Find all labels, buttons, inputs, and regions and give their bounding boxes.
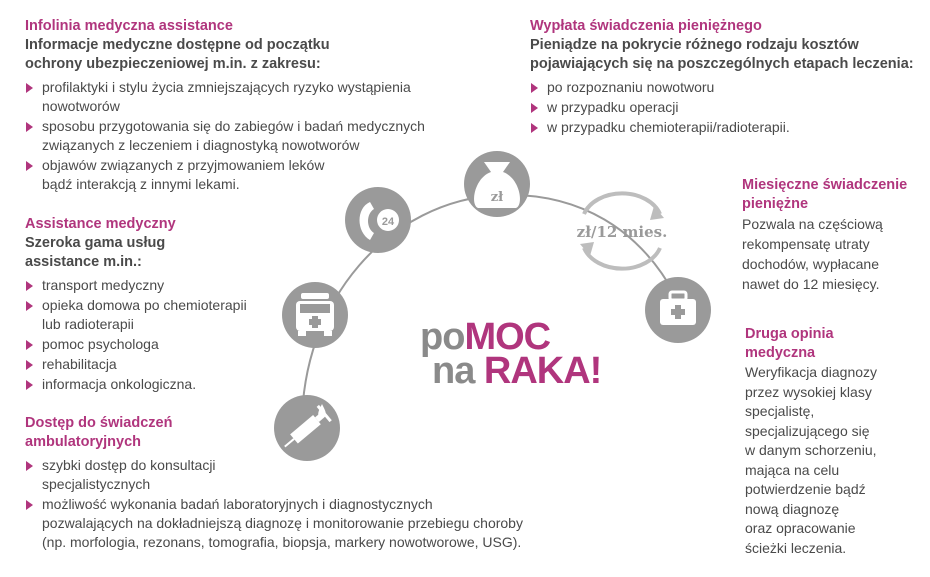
wyplata-subtitle: Pieniądze na pokrycie różnego rodzaju kosztów pojawiających się na poszczególnych etapach leczenia: [530, 37, 914, 72]
infolinia-subtitle: Informacje medyczne dostępne od początku ochrony ubezpieczeniowej m.in. z zakresu: [25, 37, 330, 72]
infolinia-title: Infolinia medyczna assistance [25, 18, 233, 34]
list-item: w przypadku operacji [530, 98, 920, 117]
svg-text:24: 24 [381, 216, 395, 228]
list-item: po rozpoznaniu nowotworu [530, 78, 920, 97]
ambulance-icon [282, 282, 348, 348]
dostep-title: Dostęp do świadczeń ambulatoryjnych [25, 415, 173, 450]
dostep-section [25, 414, 585, 553]
miesieczne-section [742, 176, 922, 294]
infolinia-section [25, 17, 465, 195]
monthly-label: zł/12 mies. [576, 223, 668, 241]
druga-section [745, 325, 925, 558]
medical-kit-icon [645, 277, 711, 343]
infolinia-list [25, 78, 465, 194]
list-item: opieka domowa po chemioterapii lub radioterapii [25, 296, 285, 334]
pomoc-na-raka-logo: poMOC na RAKA! [420, 316, 602, 392]
druga-title: Druga opinia medyczna [745, 326, 834, 361]
list-item: profilaktyki i stylu życia zmniejszających ryzyko wystąpienia nowotworów [25, 78, 465, 116]
assistance-list [25, 276, 285, 394]
wyplata-section [530, 17, 920, 138]
list-item: objawów związanych z przyjmowaniem leków bądź interakcją z innymi lekami. [25, 156, 465, 194]
list-item: rehabilitacja [25, 355, 285, 374]
phone-24-icon [345, 187, 411, 253]
list-item: w przypadku chemioterapii/radioterapii. [530, 118, 920, 137]
assistance-section [25, 215, 285, 395]
druga-desc: Weryfikacja diagnozy przez wysokiej klasy specjalistę, specjalizującego się w danym schorzeniu, mająca na celu potwierdzenie bądź nową diagnozę oraz opracowanie ścieżki leczenia. [745, 364, 878, 556]
money-bag-icon [464, 151, 530, 217]
miesieczne-title: Miesięczne świadczenie pieniężne [742, 177, 908, 212]
refresh-arrows-icon [577, 193, 668, 268]
wyplata-list [530, 78, 920, 137]
wyplata-title: Wypłata świadczenia pieniężnego [530, 18, 762, 34]
assistance-subtitle: Szeroka gama usług assistance m.in.: [25, 235, 166, 270]
dostep-list [25, 456, 585, 552]
miesieczne-desc: Pozwala na częściową rekompensatę utraty dochodów, wypłacane nawet do 12 miesięcy. [742, 216, 883, 292]
list-item: pomoc psychologa [25, 335, 285, 354]
list-item: szybki dostęp do konsultacji specjalistycznych [25, 456, 585, 494]
assistance-title: Assistance medyczny [25, 216, 176, 232]
list-item: informacja onkologiczna. [25, 375, 285, 394]
list-item: sposobu przygotowania się do zabiegów i badań medycznych związanych z leczeniem i diagnostyką nowotworów [25, 117, 465, 155]
list-item: transport medyczny [25, 276, 285, 295]
list-item: możliwość wykonania badań laboratoryjnych i diagnostycznych pozwalających na dokładniejszą diagnozę i monitorowanie przebiegu choroby (np. morfologia, rezonans, tomografia, biopsja, markery nowotworowe, USG). [25, 495, 585, 552]
money-bag-label: zł [490, 190, 504, 205]
